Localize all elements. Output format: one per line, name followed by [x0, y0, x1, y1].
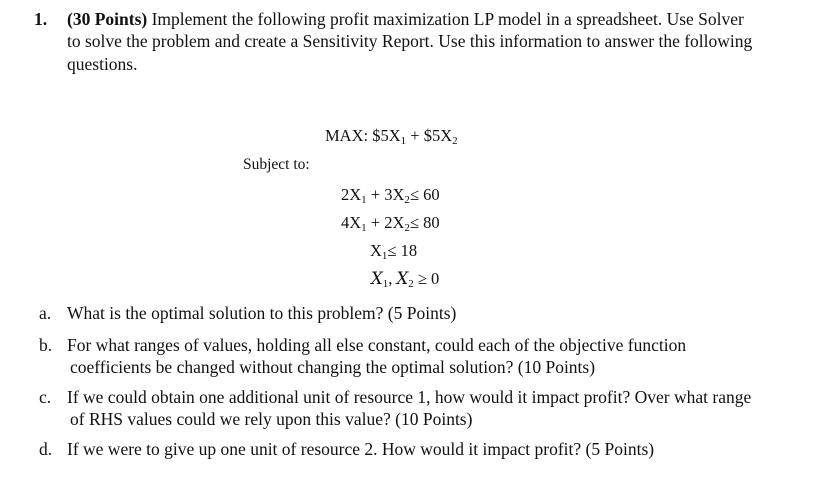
- part-c-text-2: of RHS values could we rely upon this value? (10 Points): [70, 409, 473, 429]
- constraint-1: $2X_1 + 3X_2\le 60$: [341, 185, 440, 206]
- part-b-text-2: coefficients be changed without changing the optimal solution? (10 Points): [70, 357, 596, 377]
- part-d-text: If we were to give up one unit of resource 2. How would it impact profit? (5 Points): [67, 439, 655, 459]
- subject-to-label: Subject to:: [243, 156, 310, 173]
- part-c-text-1: If we could obtain one additional unit of resource 1, how would it impact profit? Over what range: [67, 387, 752, 407]
- part-b-letter: b.: [39, 335, 53, 355]
- question-number: 1.: [34, 9, 48, 29]
- question-text-1: Implement the following profit maximization LP model in a spreadsheet. Use Solver: [151, 9, 744, 29]
- question-line-1: [67, 8, 744, 30]
- constraint-3: $X_1\le 18$: [370, 241, 418, 262]
- part-b-text-1: For what ranges of values, holding all else constant, could each of the objective function: [67, 335, 687, 355]
- part-a-letter: a.: [39, 303, 52, 323]
- question-line-3: questions.: [67, 54, 138, 74]
- question-line-2: to solve the problem and create a Sensitivity Report. Use this information to answer the following: [67, 31, 753, 51]
- part-c-letter: c.: [39, 387, 52, 407]
- question-points: (30 Points): [67, 9, 148, 29]
- objective-function: MAX: $\$5X_1$ + $\$5X_2$: [325, 126, 458, 147]
- constraint-2: $4X_1 + 2X_2\le 80$: [341, 213, 440, 234]
- part-d-letter: d.: [39, 439, 53, 459]
- part-a-text: What is the optimal solution to this problem? (5 Points): [67, 303, 457, 323]
- nonnegativity-constraint: X1, X2 ≥ 0: [371, 269, 440, 290]
